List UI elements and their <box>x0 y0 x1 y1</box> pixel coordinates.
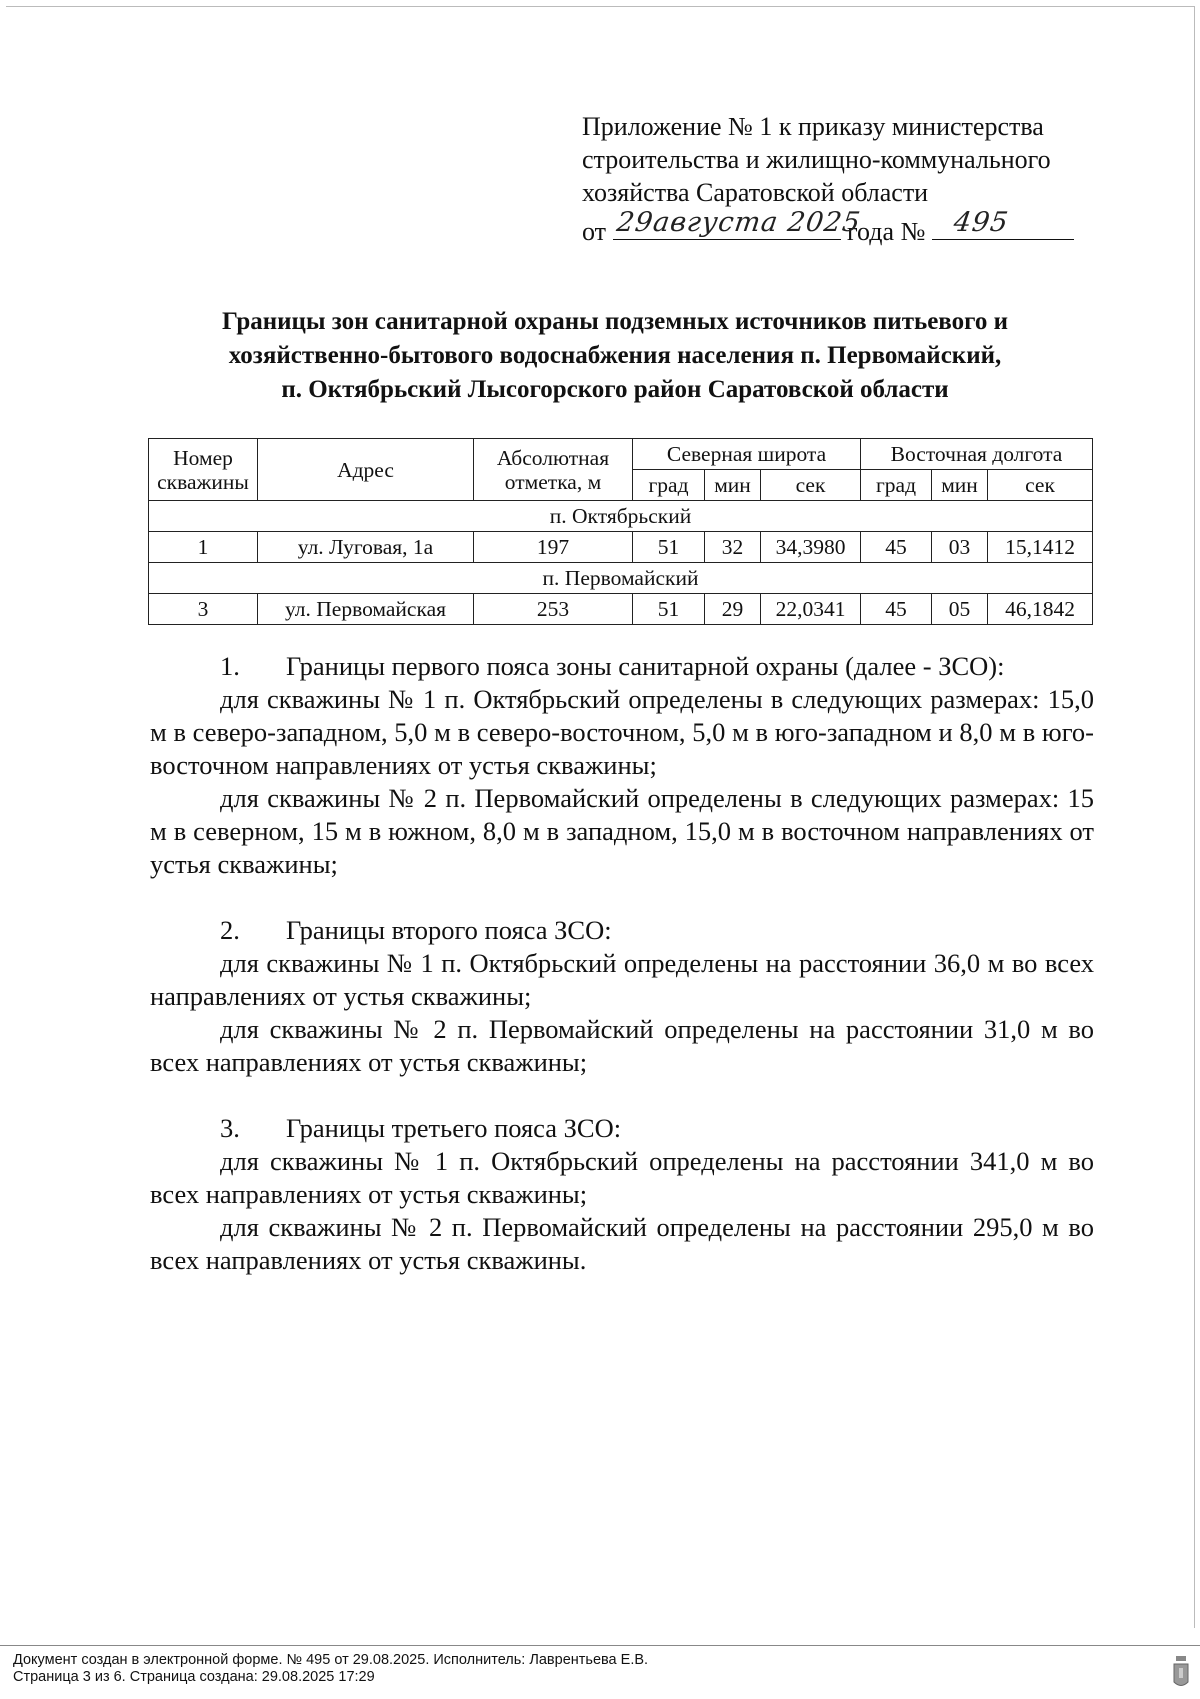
handwritten-date: 29августа 2025 <box>614 207 863 238</box>
table-section-row <box>149 501 1093 532</box>
section-1-paragraph-1: для скважины № 1 п. Октябрьский определены в следующих размерах: 15,0 м в северо-западном, 5,0 м в северо-восточном, 5,0 м в юго-западном и 8,0 м в юго-восточном направлениях от устья скважины; <box>150 684 1094 780</box>
number-field <box>932 209 1074 240</box>
title-line-1: Границы зон санитарной охраны подземных источников питьевого и <box>222 308 1008 335</box>
header-address: Адрес <box>258 439 474 501</box>
cell-lon-min: 03 <box>932 532 988 563</box>
section-2-number: 2. <box>220 915 240 945</box>
section-3-number: 3. <box>220 1113 240 1143</box>
cell-address: ул. Луговая, 1а <box>258 532 474 563</box>
cell-well-number: 3 <box>149 594 258 625</box>
date-field <box>613 207 863 240</box>
page-edge-right <box>1194 6 1195 1628</box>
from-label: от <box>582 217 607 246</box>
section-1-paragraph-2: для скважины № 2 п. Первомайский определены в следующих размерах: 15 м в северном, 15 м в южном, 8,0 м в западном, 15,0 м в восточном направлениях от устья скважины; <box>150 783 1094 879</box>
cell-elevation: 197 <box>474 532 633 563</box>
document-footer <box>0 1645 1200 1699</box>
cell-lat-sec: 22,0341 <box>761 594 861 625</box>
section-2-title: Границы второго пояса ЗСО: <box>286 915 612 945</box>
header-well-number: Номер скважины <box>149 439 258 501</box>
section-2-paragraph-1: для скважины № 1 п. Октябрьский определены на расстоянии 36,0 м во всех направлениях от устья скважины; <box>150 948 1094 1011</box>
section-1-heading <box>150 650 1094 683</box>
cell-lon-sec: 46,1842 <box>988 594 1093 625</box>
appendix-line-1: Приложение № 1 к приказу министерства <box>582 112 1044 141</box>
header-longitude: Восточная долгота <box>861 439 1093 470</box>
section-3-title: Границы третьего пояса ЗСО: <box>286 1113 622 1143</box>
section-3-paragraph-1: для скважины № 1 п. Октябрьский определены на расстоянии 341,0 м во всех направлениях от устья скважины; <box>150 1146 1094 1209</box>
header-lon-deg: град <box>861 470 932 501</box>
footer-line-2: Страница 3 из 6. Страница создана: 29.08.2025 17:29 <box>13 1669 375 1685</box>
page-edge-top <box>6 6 1194 7</box>
header-lon-sec: сек <box>988 470 1093 501</box>
section-1-number: 1. <box>220 651 240 681</box>
body-text <box>150 650 1094 1277</box>
section-2-heading <box>150 914 1094 947</box>
title-line-2: хозяйственно-бытового водоснабжения населения п. Первомайский, <box>228 342 1002 369</box>
section-1-title: Границы первого пояса зоны санитарной охраны (далее - ЗСО): <box>286 651 1005 681</box>
wells-table <box>148 438 1093 625</box>
header-lat-deg: град <box>633 470 705 501</box>
table-header-row <box>149 439 1093 470</box>
cell-lat-deg: 51 <box>633 594 705 625</box>
section-3-paragraph-2: для скважины № 2 п. Первомайский определены на расстоянии 295,0 м во всех направлениях от устья скважины. <box>150 1212 1094 1275</box>
cell-lat-min: 32 <box>705 532 761 563</box>
title-line-3: п. Октябрьский Лысогорского район Саратовской области <box>281 376 949 403</box>
appendix-block <box>582 110 1102 248</box>
year-number-label: года № <box>847 217 926 246</box>
header-latitude: Северная широта <box>633 439 861 470</box>
document-title <box>150 305 1080 407</box>
section-2-paragraph-2: для скважины № 2 п. Первомайский определены на расстоянии 31,0 м во всех направлениях от устья скважины; <box>150 1014 1094 1077</box>
cell-well-number: 1 <box>149 532 258 563</box>
table-row <box>149 594 1093 625</box>
table-section-row <box>149 563 1093 594</box>
header-elevation: Абсолютная отметка, м <box>474 439 633 501</box>
cell-lat-deg: 51 <box>633 532 705 563</box>
coat-of-arms-icon <box>1172 1654 1190 1690</box>
header-lat-min: мин <box>705 470 761 501</box>
cell-lon-deg: 45 <box>861 532 932 563</box>
cell-lon-min: 05 <box>932 594 988 625</box>
cell-lon-deg: 45 <box>861 594 932 625</box>
handwritten-number: 495 <box>951 207 1011 238</box>
appendix-line-2: строительства и жилищно-коммунального <box>582 145 1051 174</box>
cell-lat-min: 29 <box>705 594 761 625</box>
table-row <box>149 532 1093 563</box>
cell-lon-sec: 15,1412 <box>988 532 1093 563</box>
cell-lat-sec: 34,3980 <box>761 532 861 563</box>
section-3-heading <box>150 1112 1094 1145</box>
appendix-line-3: хозяйства Саратовской области <box>582 178 929 207</box>
header-lat-sec: сек <box>761 470 861 501</box>
cell-elevation: 253 <box>474 594 633 625</box>
appendix-date-line <box>582 209 1102 248</box>
footer-line-1: Документ создан в электронной форме. № 495 от 29.08.2025. Исполнитель: Лаврентьева Е.В. <box>13 1652 649 1668</box>
section-oktyabrsky: п. Октябрьский <box>149 501 1093 532</box>
section-pervomaysky: п. Первомайский <box>149 563 1093 594</box>
cell-address: ул. Первомайская <box>258 594 474 625</box>
header-lon-min: мин <box>932 470 988 501</box>
